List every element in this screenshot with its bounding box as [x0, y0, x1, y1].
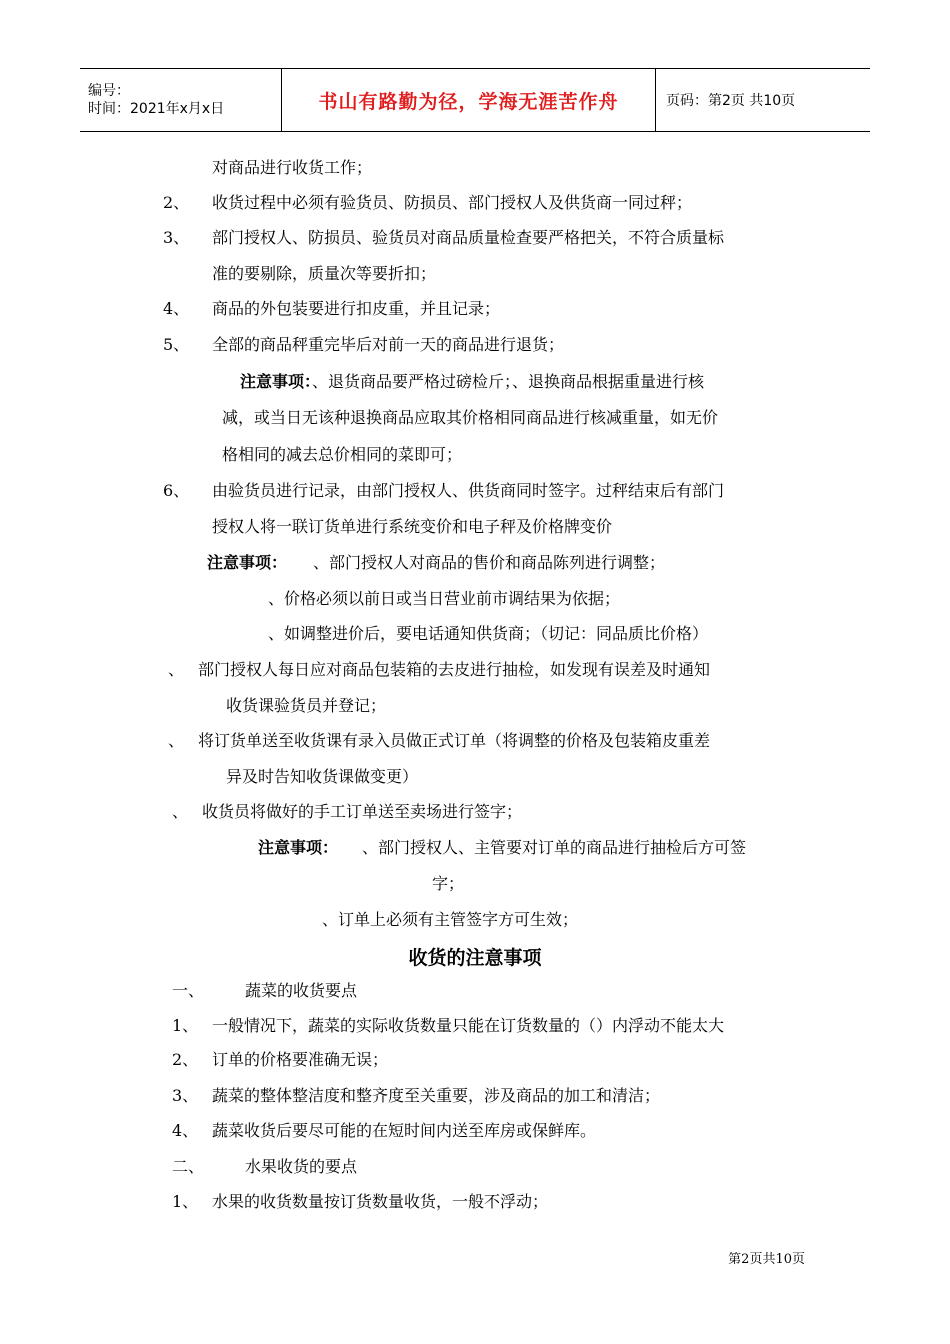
page-footer: 第2页共10页 [728, 1252, 805, 1267]
body-line: 部门授权人每日应对商品包装箱的去皮进行抽检，如发现有误差及时通知 [198, 660, 711, 679]
note-line: 减，或当日无该种退换商品应取其价格相同商品进行核减重量，如无价 [222, 408, 719, 427]
note-text: 、部门授权人对商品的售价和商品陈列进行调整； [313, 553, 666, 572]
note-line [207, 553, 665, 573]
item-number: 、 [168, 660, 185, 679]
page-header [80, 68, 870, 132]
section-number: 二、 [172, 1157, 205, 1176]
note-line: 格相同的减去总价相同的菜即可； [222, 445, 463, 464]
note-label: 注意事项： [207, 553, 288, 572]
item-number: 2、 [163, 193, 190, 212]
header-meta [80, 69, 282, 131]
item-number: 3、 [172, 1086, 199, 1105]
body-line: 准的要剔除，质量次等要折扣； [212, 264, 437, 283]
time-label: 时间：2021年x月x日 [88, 101, 225, 117]
body-line: 部门授权人、防损员、验货员对商品质量检查要严格把关，不符合质量标 [212, 228, 725, 247]
body-line: 由验货员进行记录，由部门授权人、供货商同时签字。过秤结束后有部门 [212, 481, 725, 500]
note-label: 注意事项： [258, 838, 339, 857]
item-number: 4、 [172, 1121, 199, 1140]
header-page-cell [656, 69, 870, 131]
item-number: 1、 [172, 1016, 199, 1035]
item-number: 1、 [172, 1192, 199, 1211]
section-number: 一、 [172, 981, 205, 1000]
body-line: 蔬菜的整体整洁度和整齐度至关重要，涉及商品的加工和清洁； [212, 1086, 661, 1105]
note-line: 字； [432, 874, 465, 893]
motto: 书山有路勤为径，学海无涯苦作舟 [318, 90, 619, 113]
body-line: 蔬菜收货后要尽可能的在短时间内送至库房或保鲜库。 [212, 1121, 597, 1140]
header-motto-cell [282, 69, 656, 131]
item-number: 6、 [163, 481, 190, 500]
note-text: 、部门授权人、主管要对订单的商品进行抽检后方可签 [362, 838, 747, 857]
item-number: 4、 [163, 299, 190, 318]
item-number: 5、 [163, 335, 190, 354]
body-line: 订单的价格要准确无误； [212, 1050, 389, 1069]
note-label: 注意事项： [240, 372, 313, 391]
body-line: 商品的外包装要进行扣皮重，并且记录； [212, 299, 501, 318]
body-line: 授权人将一联订货单进行系统变价和电子秤及价格牌变价 [212, 517, 613, 536]
body-line: 水果的收货数量按订货数量收货，一般不浮动； [212, 1192, 549, 1211]
body-line: 将订货单送至收货课有录入员做正式订单（将调整的价格及包装箱皮重差 [198, 731, 711, 750]
note-line: 、价格必须以前日或当日营业前市调结果为依据； [268, 589, 621, 608]
section-heading: 水果收货的要点 [245, 1157, 358, 1176]
body-line: 对商品进行收货工作； [212, 158, 373, 177]
body-line: 异及时告知收货课做变更） [226, 767, 419, 786]
note-line: 、订单上必须有主管签字方可生效； [322, 910, 579, 929]
item-number: 、 [168, 731, 185, 750]
body-line: 收货员将做好的手工订单送至卖场进行签字； [202, 802, 523, 821]
note-line [258, 838, 746, 858]
note-text: 、退货商品要严格过磅检斤；、退换商品根据重量进行核 [312, 372, 705, 391]
page-label: 页码：第2页 共10页 [666, 93, 796, 109]
number-label: 编号： [88, 83, 130, 99]
note-line: 、如调整进价后，要电话通知供货商；（切记：同品质比价格） [268, 624, 709, 643]
item-number: 2、 [172, 1050, 199, 1069]
item-number: 、 [172, 802, 189, 821]
body-line: 收货过程中必须有验货员、防损员、部门授权人及供货商一同过秤； [212, 193, 693, 212]
item-number: 3、 [163, 228, 190, 247]
body-line: 收货课验货员并登记； [226, 696, 387, 715]
body-line: 一般情况下，蔬菜的实际收货数量只能在订货数量的（）内浮动不能太大 [212, 1016, 725, 1035]
section-title: 收货的注意事项 [408, 947, 542, 969]
section-heading: 蔬菜的收货要点 [245, 981, 358, 1000]
note-line [240, 372, 704, 392]
body-line: 全部的商品秤重完毕后对前一天的商品进行退货； [212, 335, 565, 354]
